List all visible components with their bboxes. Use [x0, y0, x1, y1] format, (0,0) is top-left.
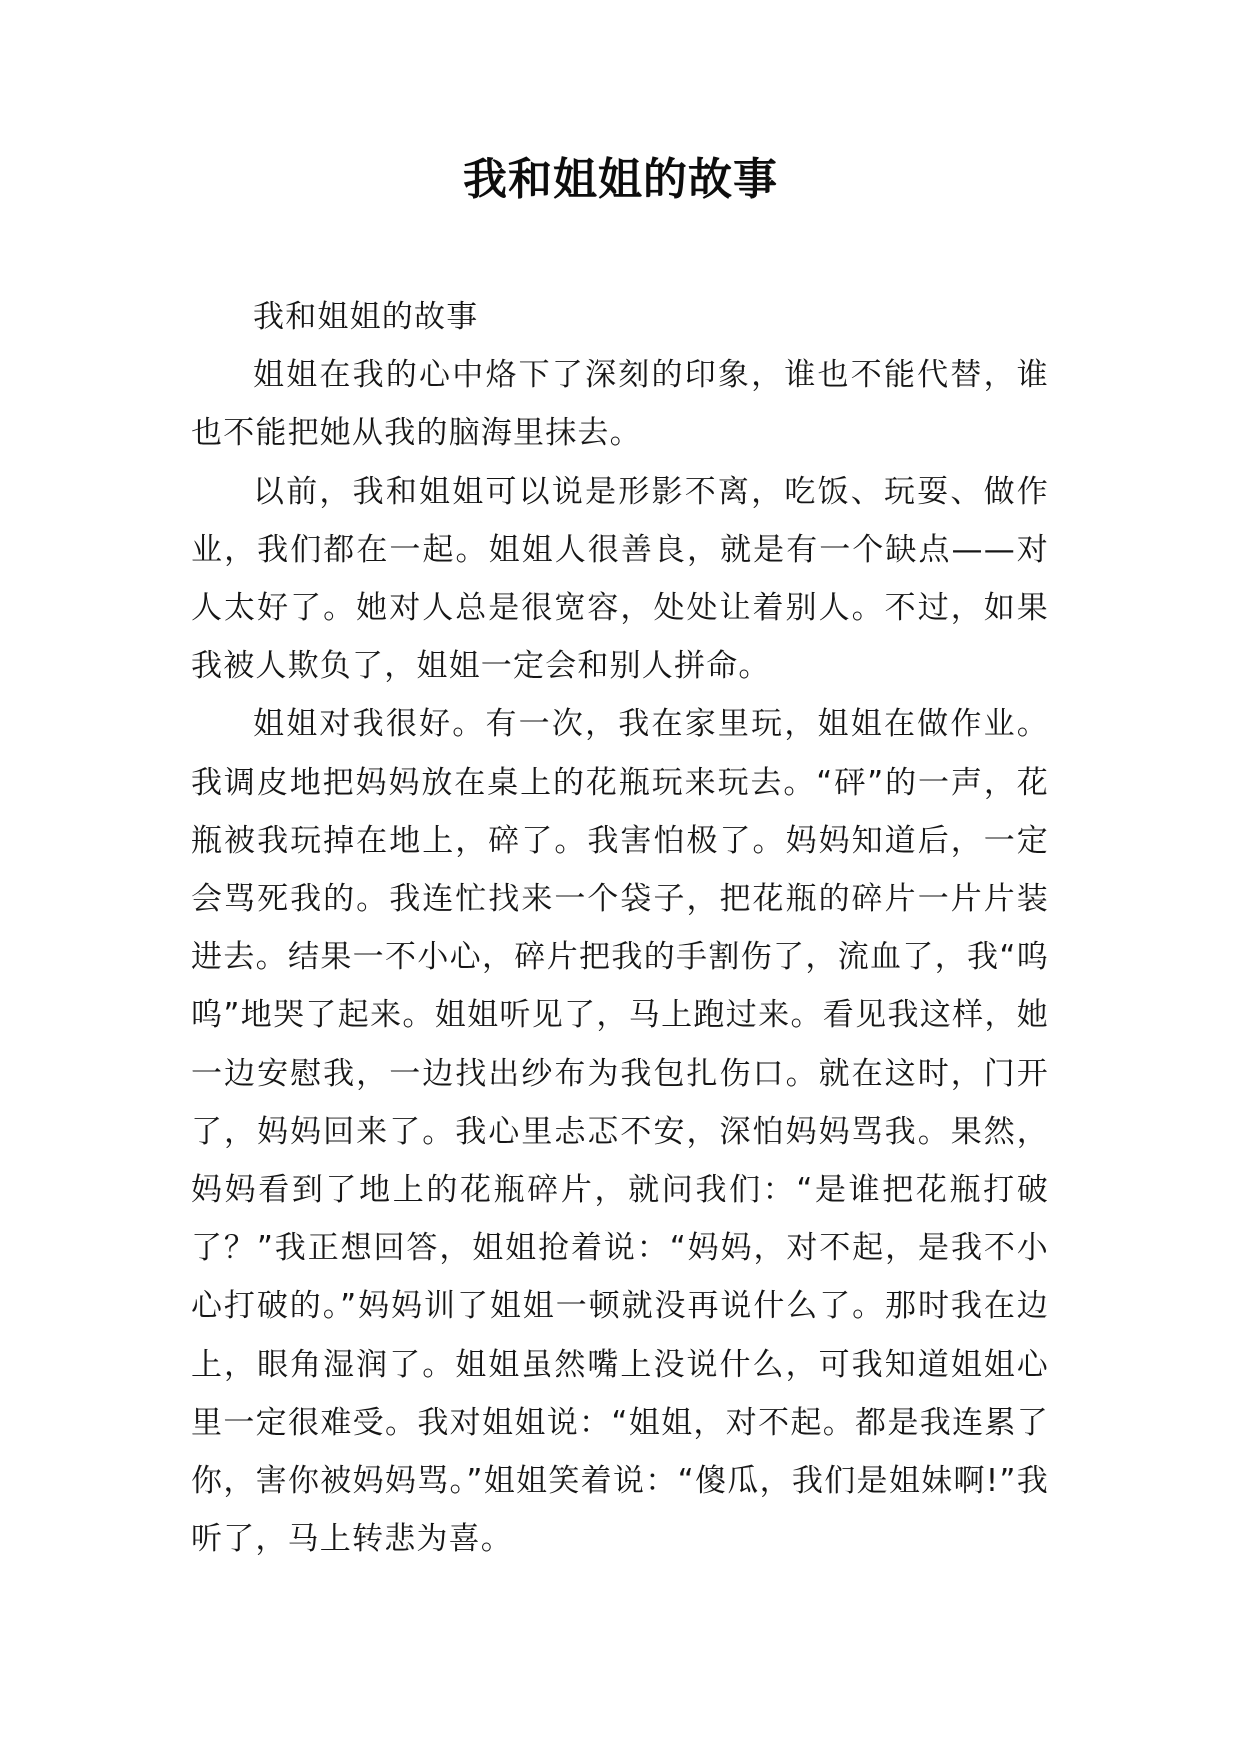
paragraph-1: 姐姐在我的心中烙下了深刻的印象，谁也不能代替，谁也不能把她从我的脑海里抹去。 — [191, 357, 1049, 452]
paragraph-heading: 我和姐姐的故事 — [253, 299, 479, 335]
document-title: 我和姐姐的故事 — [463, 154, 778, 205]
paragraph-3: 姐姐对我很好。有一次，我在家里玩，姐姐在做作业。我调皮地把妈妈放在桌上的花瓶玩来玩去。“砰”的一声，花瓶被我玩掉在地上，碎了。我害怕极了。妈妈知道后，一定会骂死我的。我连忙找来一个袋子，把花瓶的碎片一片片装进去。结果一不小心，碎片把我的手割伤了，流血了，我“呜呜”地哭了起来。姐姐听见了，马上跑过来。看见我这样，她一边安慰我，一边找出纱布为我包扎伤口。就在这时，门开了，妈妈回来了。我心里忐忑不安，深怕妈妈骂我。果然，妈妈看到了地上的花瓶碎片，就问我们：“是谁把花瓶打破了？”我正想回答，姐姐抢着说：“妈妈，对不起，是我不小心打破的。”妈妈训了姐姐一顿就没再说什么了。那时我在边上，眼角湿润了。姐姐虽然嘴上没说什么，可我知道姐姐心里一定很难受。我对姐姐说：“姐姐，对不起。都是我连累了你，害你被妈妈骂。”姐姐笑着说：“傻瓜，我们是姐妹啊!”我听了，马上转悲为喜。 — [191, 706, 1049, 1558]
document-body — [191, 288, 1049, 1568]
paragraph-2: 以前，我和姐姐可以说是形影不离，吃饭、玩耍、做作业，我们都在一起。姐姐人很善良，就是有一个缺点——对人太好了。她对人总是很宽容，处处让着别人。不过，如果我被人欺负了，姐姐一定会和别人拼命。 — [191, 473, 1049, 685]
